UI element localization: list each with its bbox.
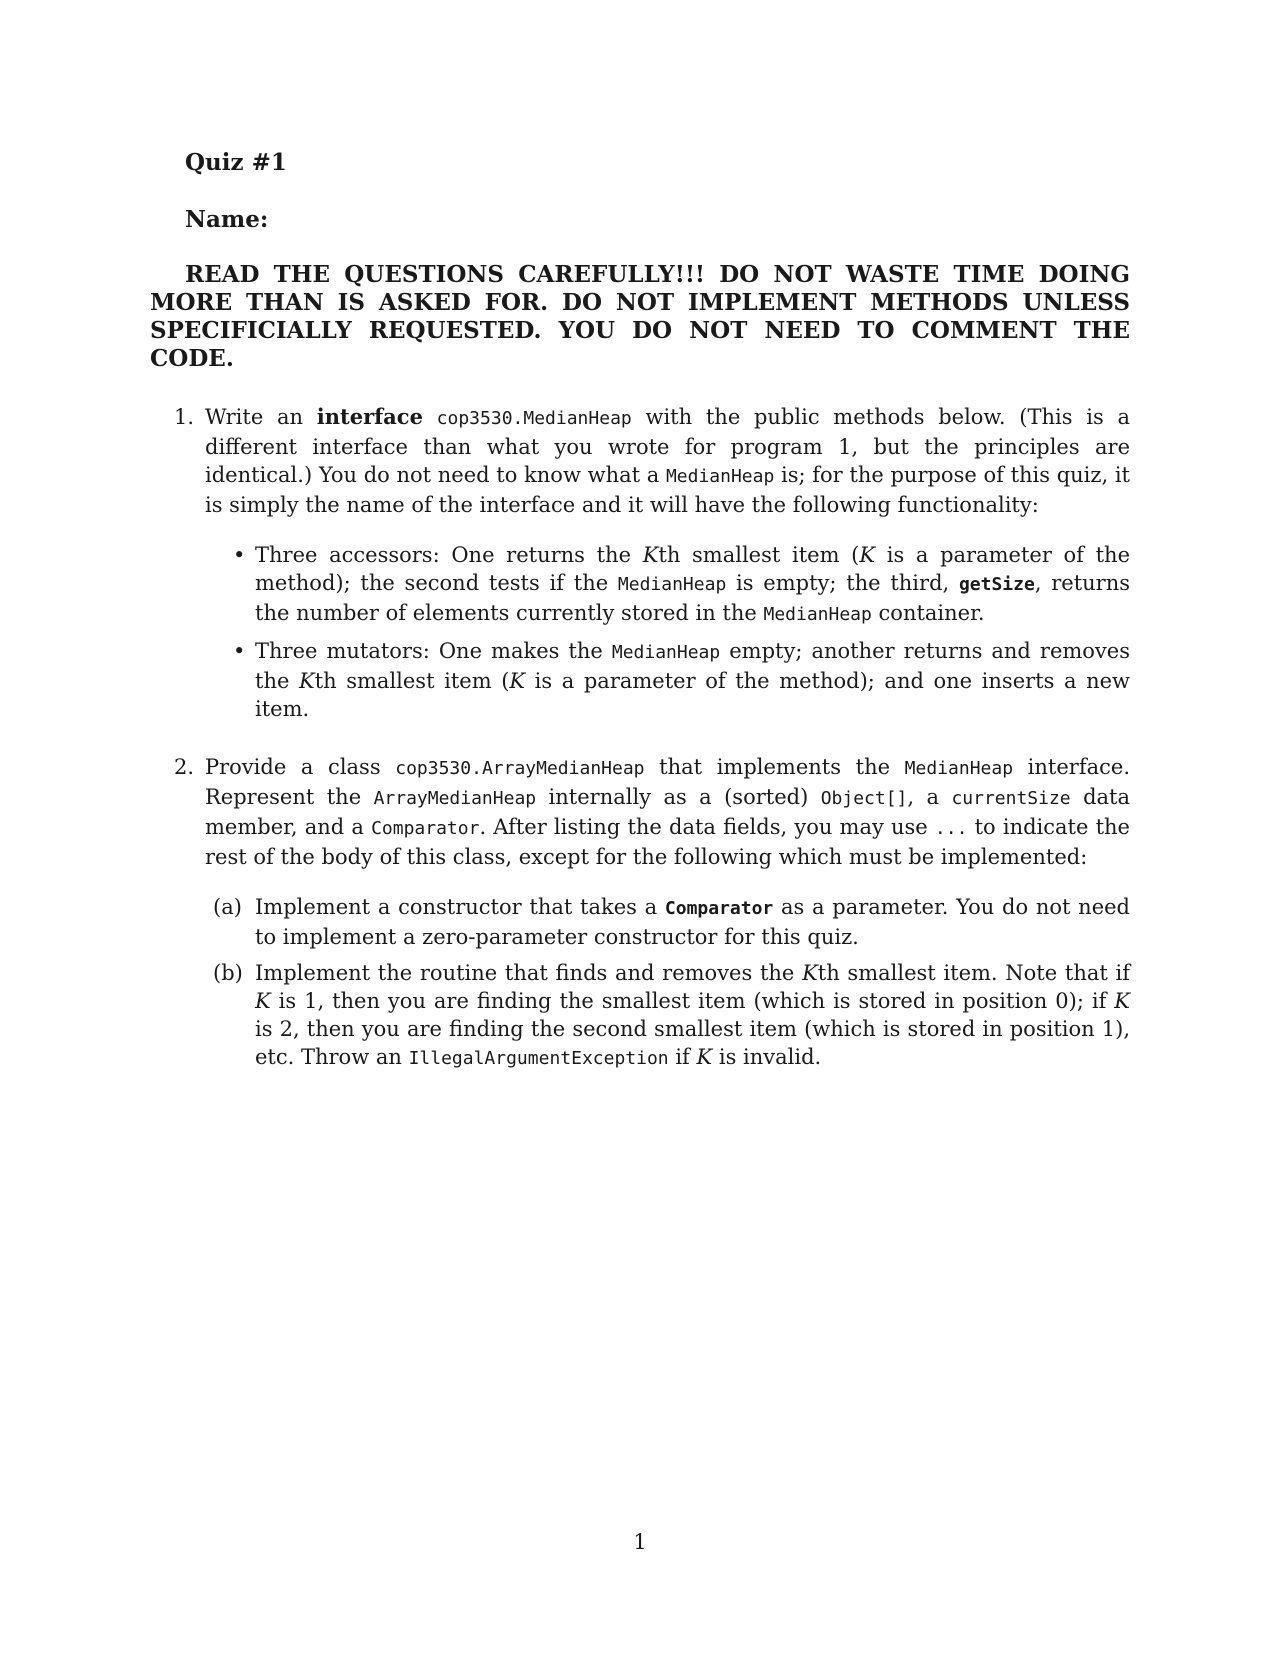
q1-interface-name: cop3530.MedianHeap — [436, 408, 632, 429]
page-number: 1 — [633, 1530, 647, 1554]
q1-bullet-list — [205, 541, 1130, 723]
quiz-title: Quiz #1 — [185, 149, 287, 176]
q2-text: interface. Represent the — [205, 755, 1130, 809]
question-number: 1. — [174, 405, 195, 429]
q1-text: Write an — [205, 405, 317, 429]
item-text: Implement the routine that finds and removes the — [255, 961, 803, 985]
q2-text: internally as a (sorted) — [536, 785, 821, 809]
item-text: th smallest item ( — [314, 669, 510, 693]
math-k: K — [642, 543, 659, 567]
item-code: MedianHeap — [763, 604, 872, 625]
list-item — [213, 893, 1131, 951]
q2-code: cop3530.ArrayMedianHeap — [395, 758, 645, 779]
item-code: IllegalArgumentException — [408, 1048, 669, 1069]
item-code: Comparator — [664, 898, 774, 919]
item-text: is a parameter of the method); the second tests if the — [255, 543, 1131, 595]
q2-parts-list — [205, 893, 1130, 1073]
item-text: is invalid. — [712, 1045, 822, 1069]
question-2 — [150, 753, 1130, 1073]
name-label: Name: — [185, 206, 269, 233]
item-text: th smallest item ( — [658, 543, 860, 567]
q2-text: data member, and a — [205, 785, 1130, 839]
item-text: th smallest item. Note that if — [817, 961, 1130, 985]
math-k: K — [802, 961, 818, 985]
item-code: getSize — [958, 574, 1035, 595]
q2-text: . After listing the data fields, you may use — [479, 815, 935, 839]
item-text: empty; another returns and removes the — [255, 639, 1130, 693]
item-text: as a parameter. You do not need to implement a zero-parameter constructor for this quiz. — [255, 895, 1131, 949]
list-item — [233, 541, 1131, 629]
math-k: K — [1114, 989, 1130, 1013]
item-text: is 2, then you are finding the second smallest item (which is stored in position 1), etc. Throw an — [255, 1017, 1130, 1069]
q1-interface-keyword: interface — [316, 404, 423, 429]
item-text: container. — [871, 601, 985, 625]
item-text: Implement a constructor that takes a — [255, 895, 665, 919]
q2-text: , a — [907, 785, 952, 809]
item-text: is 1, then you are finding the smallest item (which is stored in position 0); if — [270, 989, 1115, 1013]
bullet-icon: • — [233, 543, 246, 567]
math-k: K — [255, 989, 271, 1013]
item-text: Three mutators: One makes the — [255, 639, 612, 663]
item-text: is empty; the third, — [726, 571, 959, 595]
math-k: K — [696, 1045, 713, 1069]
q2-code: Object[] — [820, 788, 908, 809]
q1-text: is; for the purpose of this quiz, it is simply the name of the interface and it will have the following functionality: — [205, 463, 1130, 517]
q2-text: to indicate the rest of the body of this class, except for the following which must be implemented: — [205, 815, 1130, 869]
q2-code: ... — [934, 818, 968, 839]
item-code: MedianHeap — [611, 642, 721, 663]
bullet-icon: • — [233, 639, 246, 663]
item-code: MedianHeap — [617, 574, 727, 595]
item-text: is a parameter of the method); and one inserts a new item. — [255, 669, 1131, 721]
q1-text — [423, 405, 437, 429]
part-label: (a) — [213, 895, 242, 919]
q2-code: currentSize — [951, 788, 1071, 809]
list-item — [233, 637, 1131, 723]
item-text: if — [668, 1045, 697, 1069]
quiz-content — [150, 148, 1130, 1081]
q1-code: MedianHeap — [665, 466, 775, 487]
math-k: K — [859, 543, 876, 567]
q2-code: MedianHeap — [904, 758, 1014, 779]
item-text: , returns the number of elements currently stored in the — [255, 571, 1131, 625]
math-k: K — [298, 669, 315, 693]
question-1 — [150, 403, 1130, 723]
question-number: 2. — [174, 755, 195, 779]
q2-text: Provide a class — [205, 755, 396, 779]
part-label: (b) — [213, 961, 243, 985]
list-item — [213, 959, 1130, 1073]
q1-text: with the public methods below. (This is a different interface than what you wrote for program 1, but the principles are identical.) You do not need to know what a — [205, 405, 1130, 487]
math-k: K — [509, 669, 526, 693]
q2-text: that implements the — [644, 755, 905, 779]
q2-code: ArrayMedianHeap — [373, 788, 537, 809]
instructions-warning: READ THE QUESTIONS CAREFULLY!!! DO NOT WASTE TIME DOING MORE THAN IS ASKED FOR. DO NOT IMPLEMENT METHODS UNLESS SPECIFICIALLY REQUESTED. YOU DO NOT NEED TO COMMENT THE CODE. — [150, 261, 1130, 372]
q2-code: Comparator — [371, 818, 480, 839]
item-text: Three accessors: One returns the — [255, 543, 643, 567]
